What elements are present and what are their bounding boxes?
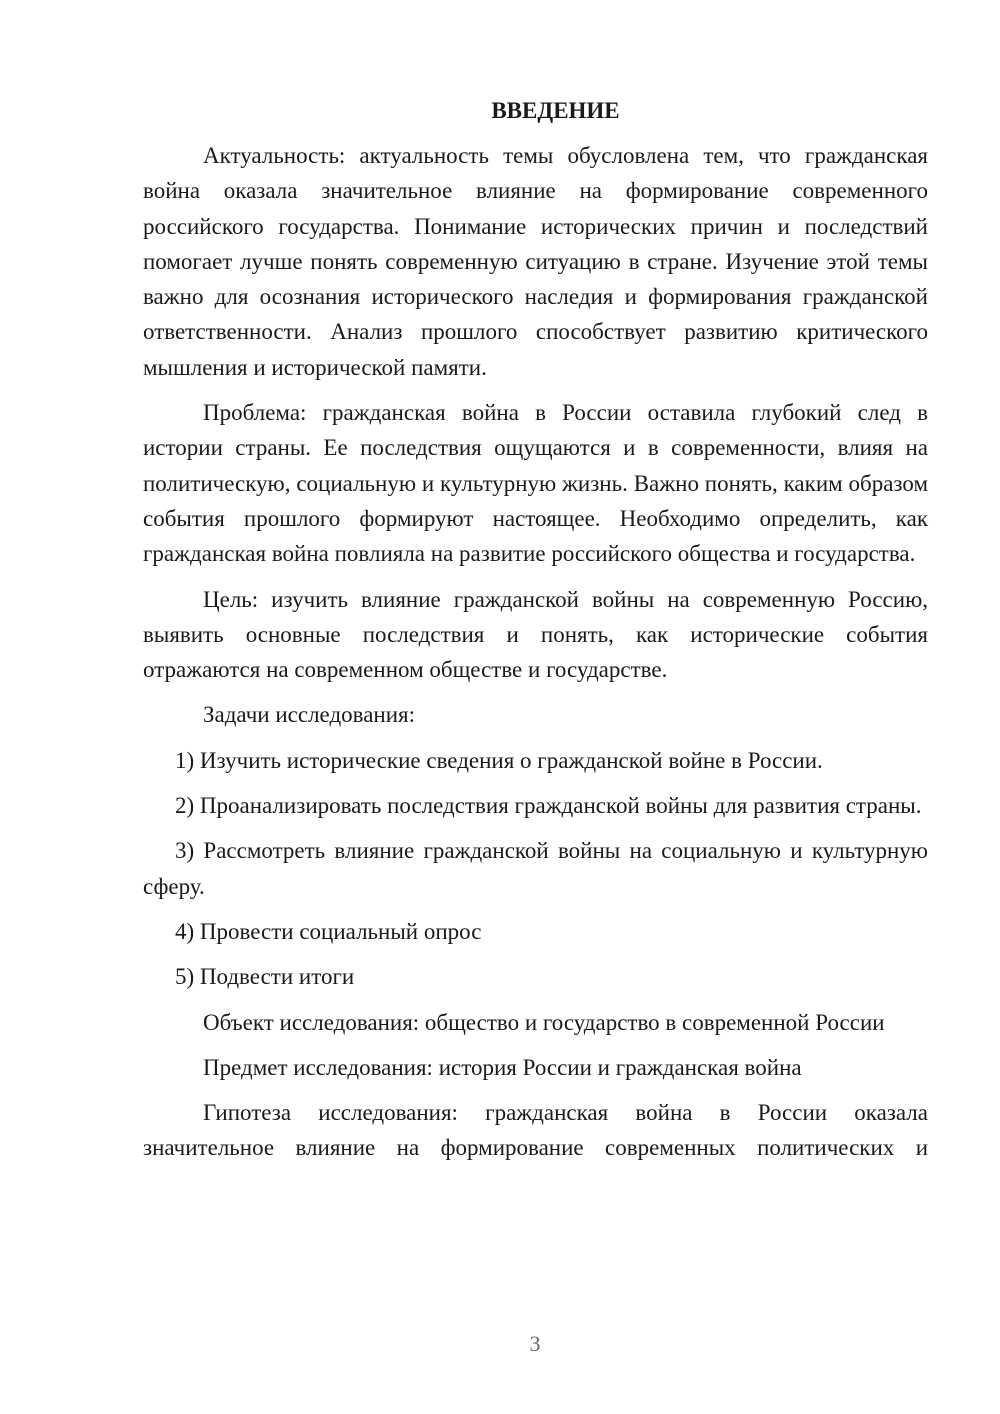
task-item: 4) Провести социальный опрос <box>175 918 482 944</box>
paragraph-relevance: Актуальность: актуальность темы обусловлена тем, что гражданская война оказала значительное влияние на формирование современного российского государства. Понимание исторических причин и последствий помогает лучше понять современную ситуацию в стране. Изучение этой темы важно для осознания исторического наследия и формирования гражданской ответственности. Анализ прошлого способствует развитию критического мышления и исторической памяти. <box>143 143 928 380</box>
section-title: ВВЕДЕНИЕ <box>491 98 620 123</box>
paragraph-subject: Предмет исследования: история России и гражданская война <box>203 1054 802 1080</box>
task-item: 3) Рассмотреть влияние гражданской войны на социальную и культурную сферу. <box>143 838 928 899</box>
paragraph-tasks-heading: Задачи исследования: <box>203 702 416 728</box>
page-content <box>143 93 928 1176</box>
task-item: 2) Проанализировать последствия гражданской войны для развития страны. <box>175 793 922 819</box>
task-item: 5) Подвести итоги <box>175 964 355 990</box>
task-item: 1) Изучить исторические сведения о гражданской войне в России. <box>175 747 823 773</box>
paragraph-hypothesis: Гипотеза исследования: гражданская война в России оказала значительное влияние на формирование современных политических и <box>143 1100 928 1161</box>
paragraph-object: Объект исследования: общество и государство в современной России <box>203 1009 885 1035</box>
paragraph-problem: Проблема: гражданская война в России оставила глубокий след в истории страны. Ее последствия ощущаются и в современности, влияя на политическую, социальную и культурную жизнь. Важно понять, каким образом события прошлого формируют настоящее. Необходимо определить, как гражданская война повлияла на развитие российского общества и государства. <box>143 400 928 567</box>
paragraph-goal: Цель: изучить влияние гражданской войны на современную Россию, выявить основные последствия и понять, как исторические события отражаются на современном обществе и государстве. <box>143 586 928 683</box>
page-number: 3 <box>529 1331 541 1356</box>
